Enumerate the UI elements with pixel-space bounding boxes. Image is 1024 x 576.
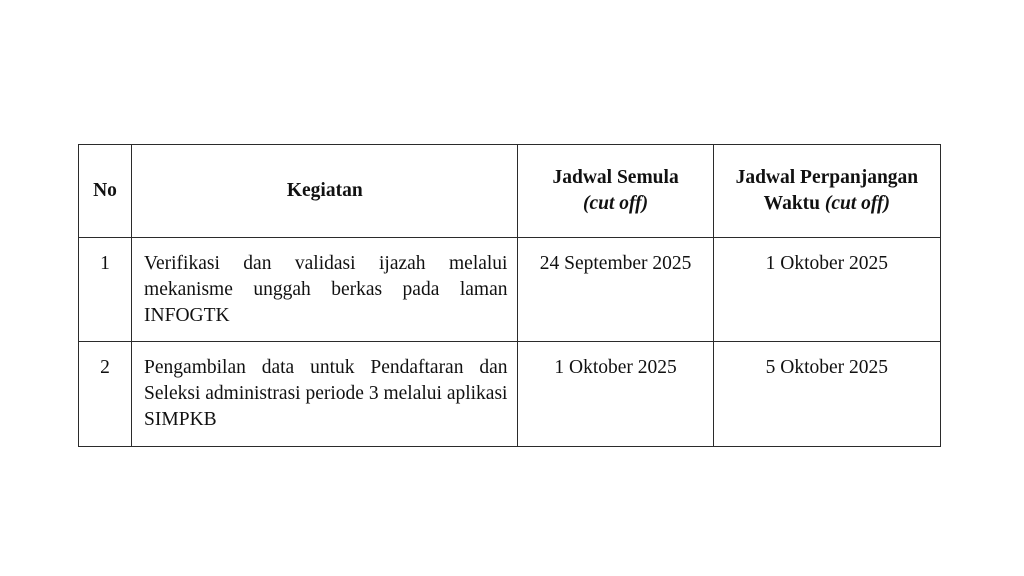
header-kegiatan-label: Kegiatan <box>286 180 363 201</box>
row-number: 2 <box>79 342 132 447</box>
row-kegiatan: Pengambilan data untuk Pendaftaran dan Seleksi administrasi periode 3 melalui aplikasi SIMPKB <box>132 342 518 447</box>
header-jadwal-perpanjangan-label: Jadwal Perpanjangan <box>735 167 919 188</box>
row-jadwal-semula: 24 September 2025 <box>518 238 713 342</box>
header-jadwal-semula <box>518 145 713 238</box>
table-header-row <box>79 145 941 238</box>
row-kegiatan: Verifikasi dan validasi ijazah melalui mekanisme unggah berkas pada laman INFOGTK <box>132 238 518 342</box>
row-jadwal-semula: 1 Oktober 2025 <box>518 342 713 447</box>
table-row <box>79 238 941 342</box>
header-no-label: No <box>93 180 117 201</box>
header-jadwal-semula-sub: (cut off) <box>583 193 649 214</box>
schedule-table <box>78 144 941 447</box>
table-row <box>79 342 941 447</box>
header-jadwal-perpanjangan <box>713 145 940 238</box>
header-jadwal-perpanjangan-prefix: Waktu <box>763 193 820 214</box>
header-kegiatan <box>132 145 518 238</box>
row-number: 1 <box>79 238 132 342</box>
header-jadwal-perpanjangan-sub: (cut off) <box>824 193 891 214</box>
row-jadwal-perpanjangan: 1 Oktober 2025 <box>713 238 940 342</box>
header-jadwal-semula-label: Jadwal Semula <box>552 167 679 188</box>
row-jadwal-perpanjangan: 5 Oktober 2025 <box>713 342 940 447</box>
header-no <box>79 145 132 238</box>
